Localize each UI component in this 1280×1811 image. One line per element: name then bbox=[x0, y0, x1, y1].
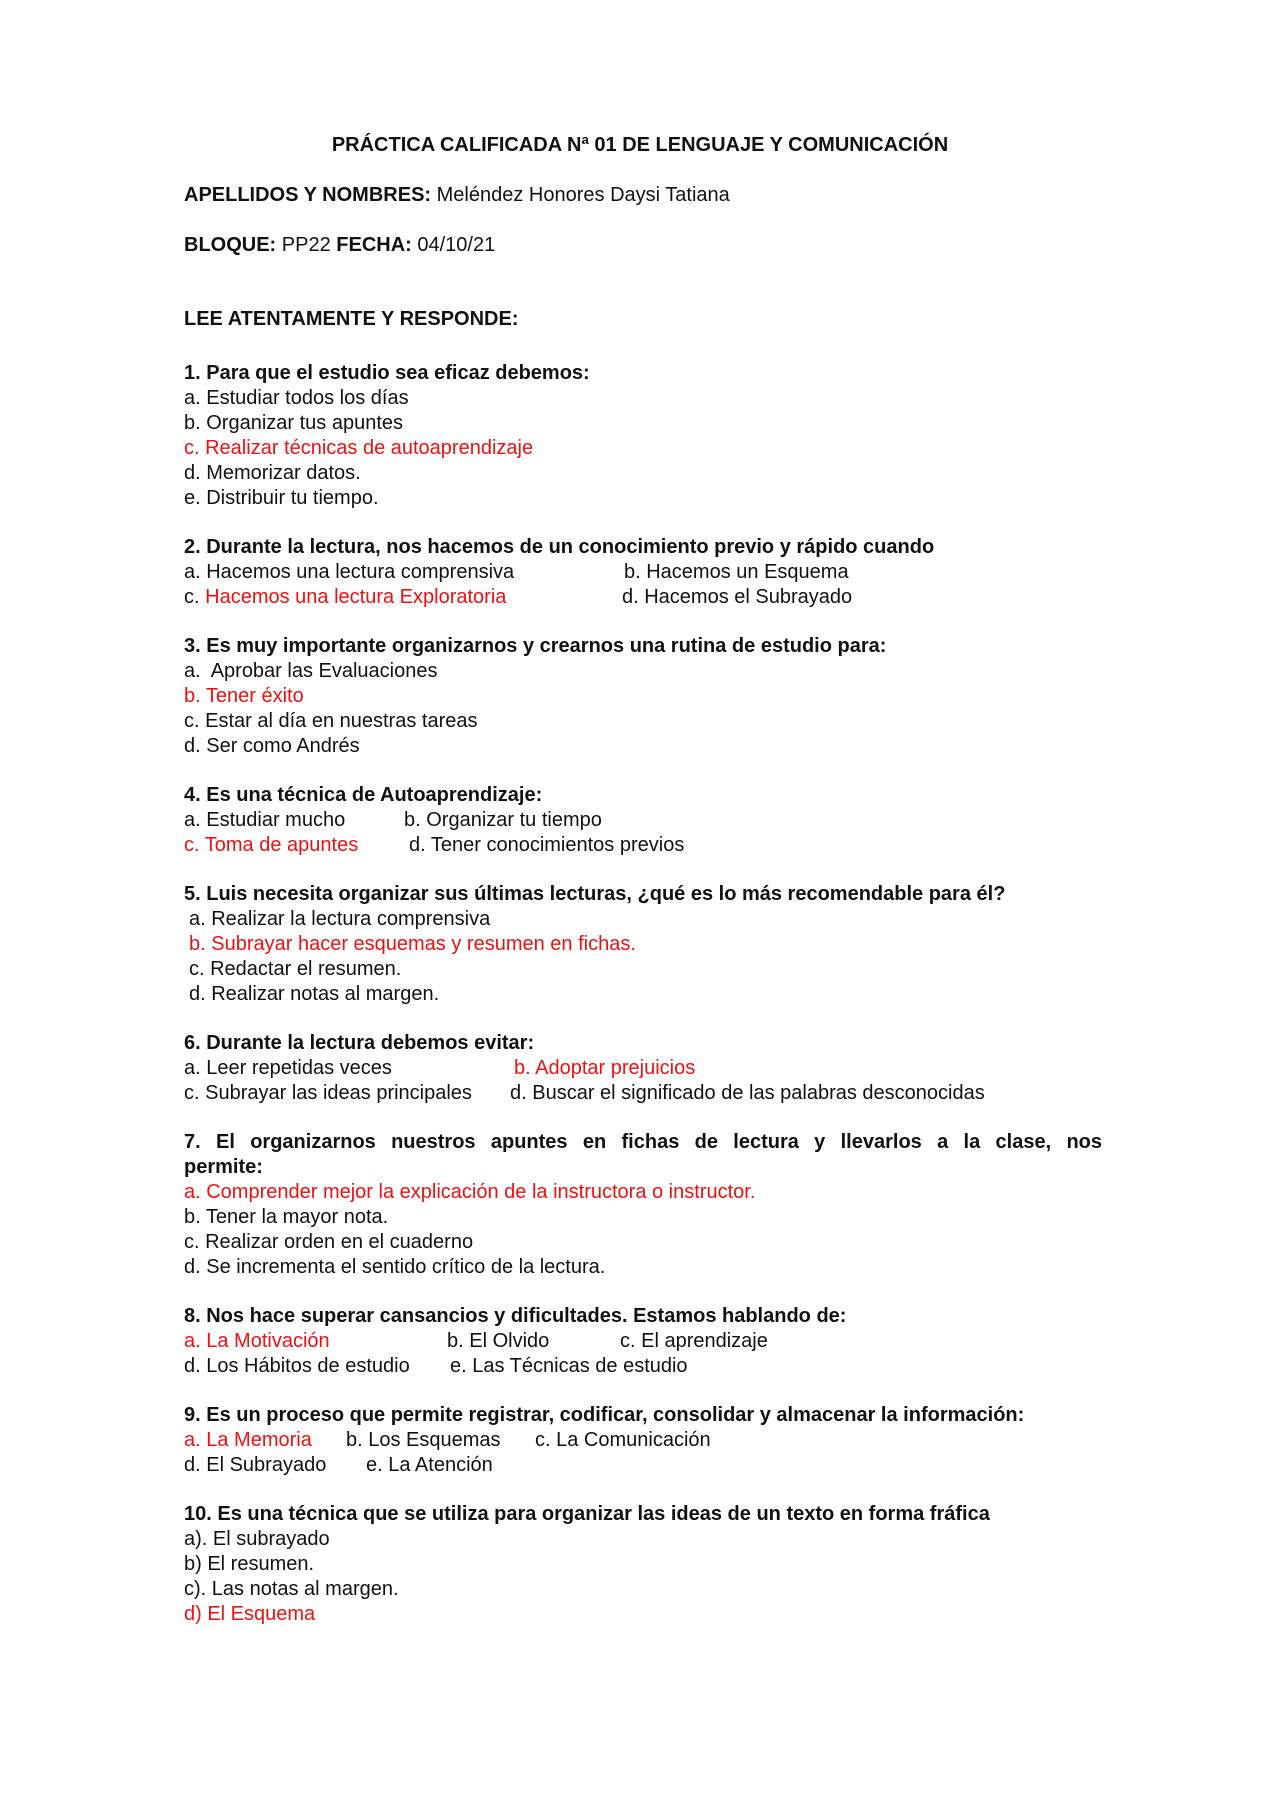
q1-option-e: e. Distribuir tu tiempo. bbox=[184, 487, 379, 509]
q7-option-c: c. Realizar orden en el cuaderno bbox=[184, 1231, 474, 1253]
q10-option-b: b) El resumen. bbox=[184, 1553, 315, 1575]
q6-option-a: a. Leer repetidas veces bbox=[184, 1057, 392, 1079]
question-9: 9. Es un proceso que permite registrar, codificar, consolidar y almacenar la información: bbox=[184, 1404, 1025, 1426]
q8-option-c: c. El aprendizaje bbox=[620, 1330, 768, 1352]
q1-option-d: d. Memorizar datos. bbox=[184, 462, 361, 484]
q9-option-a-answer: a. La Memoria bbox=[184, 1429, 312, 1451]
q2-option-c-answer: Hacemos una lectura Exploratoria bbox=[205, 586, 507, 608]
q7-option-b: b. Tener la mayor nota. bbox=[184, 1206, 389, 1228]
question-8: 8. Nos hace superar cansancios y dificultades. Estamos hablando de: bbox=[184, 1305, 847, 1327]
q5-option-b-answer: b. Subrayar hacer esquemas y resumen en fichas. bbox=[189, 933, 636, 955]
q7-option-a-answer: a. Comprender mejor la explicación de la instructora o instructor. bbox=[184, 1181, 756, 1203]
q3-option-a: a. Aprobar las Evaluaciones bbox=[184, 660, 438, 682]
q4-option-c-answer: c. Toma de apuntes bbox=[184, 834, 359, 856]
q2-option-d: d. Hacemos el Subrayado bbox=[622, 586, 853, 608]
q3-option-c: c. Estar al día en nuestras tareas bbox=[184, 710, 478, 732]
q2-option-a: a. Hacemos una lectura comprensiva bbox=[184, 561, 515, 583]
q9-option-c: c. La Comunicación bbox=[535, 1429, 711, 1451]
instruction: LEE ATENTAMENTE Y RESPONDE: bbox=[184, 308, 519, 330]
page-title: PRÁCTICA CALIFICADA Nª 01 DE LENGUAJE Y COMUNICACIÓN bbox=[331, 134, 949, 156]
q7-option-d: d. Se incrementa el sentido crítico de la lectura. bbox=[184, 1256, 606, 1278]
q4-option-b: b. Organizar tu tiempo bbox=[404, 809, 602, 831]
q6-option-b-answer: b. Adoptar prejuicios bbox=[514, 1057, 696, 1079]
q6-option-c: c. Subrayar las ideas principales bbox=[184, 1082, 472, 1104]
q9-option-b: b. Los Esquemas bbox=[346, 1429, 501, 1451]
question-6: 6. Durante la lectura debemos evitar: bbox=[184, 1032, 535, 1054]
q8-option-d: d. Los Hábitos de estudio bbox=[184, 1355, 410, 1377]
question-10: 10. Es una técnica que se utiliza para organizar las ideas de un texto en forma fráfica bbox=[184, 1503, 990, 1525]
q6-option-d: d. Buscar el significado de las palabras desconocidas bbox=[510, 1082, 985, 1104]
question-3: 3. Es muy importante organizarnos y crearnos una rutina de estudio para: bbox=[184, 635, 887, 657]
bloque-label: BLOQUE: bbox=[184, 234, 277, 256]
question-5: 5. Luis necesita organizar sus últimas lecturas, ¿qué es lo más recomendable para él? bbox=[184, 883, 1006, 905]
bloque-line bbox=[184, 233, 495, 258]
bloque-value: PP22 bbox=[276, 234, 337, 256]
fecha-label: FECHA: bbox=[336, 234, 412, 256]
q5-option-d: d. Realizar notas al margen. bbox=[189, 983, 440, 1005]
q1-option-b: b. Organizar tus apuntes bbox=[184, 412, 404, 434]
name-line bbox=[184, 183, 730, 208]
q10-option-c: c). Las notas al margen. bbox=[184, 1578, 399, 1600]
fecha-value: 04/10/21 bbox=[411, 234, 496, 256]
q9-option-e: e. La Atención bbox=[366, 1454, 493, 1476]
q1-option-c-answer: c. Realizar técnicas de autoaprendizaje bbox=[184, 437, 534, 459]
q3-option-b-answer: b. Tener éxito bbox=[184, 685, 304, 707]
q2-option-c-prefix bbox=[184, 585, 506, 610]
q8-option-a-answer: a. La Motivación bbox=[184, 1330, 330, 1352]
name-label: APELLIDOS Y NOMBRES: bbox=[184, 184, 432, 206]
q10-option-d-answer: d) El Esquema bbox=[184, 1603, 316, 1625]
q2-option-b: b. Hacemos un Esquema bbox=[624, 561, 849, 583]
question-2: 2. Durante la lectura, nos hacemos de un conocimiento previo y rápido cuando bbox=[184, 536, 935, 558]
q8-option-e: e. Las Técnicas de estudio bbox=[450, 1355, 688, 1377]
question-7-continued: permite: bbox=[184, 1156, 263, 1178]
q10-option-a: a). El subrayado bbox=[184, 1528, 330, 1550]
q5-option-c: c. Redactar el resumen. bbox=[189, 958, 402, 980]
q9-option-d: d. El Subrayado bbox=[184, 1454, 327, 1476]
q4-option-a: a. Estudiar mucho bbox=[184, 809, 346, 831]
name-value: Meléndez Honores Daysi Tatiana bbox=[431, 184, 730, 206]
q8-option-b: b. El Olvido bbox=[447, 1330, 550, 1352]
q3-option-d: d. Ser como Andrés bbox=[184, 735, 360, 757]
question-1: 1. Para que el estudio sea eficaz debemos: bbox=[184, 362, 590, 384]
q4-option-d: d. Tener conocimientos previos bbox=[409, 834, 685, 856]
question-7: 7. El organizarnos nuestros apuntes en fichas de lectura y llevarlos a la clase, nos bbox=[184, 1131, 1102, 1153]
q2-option-c-letter: c. bbox=[184, 586, 206, 608]
q1-option-a: a. Estudiar todos los días bbox=[184, 387, 409, 409]
question-4: 4. Es una técnica de Autoaprendizaje: bbox=[184, 784, 543, 806]
q5-option-a: a. Realizar la lectura comprensiva bbox=[189, 908, 491, 930]
